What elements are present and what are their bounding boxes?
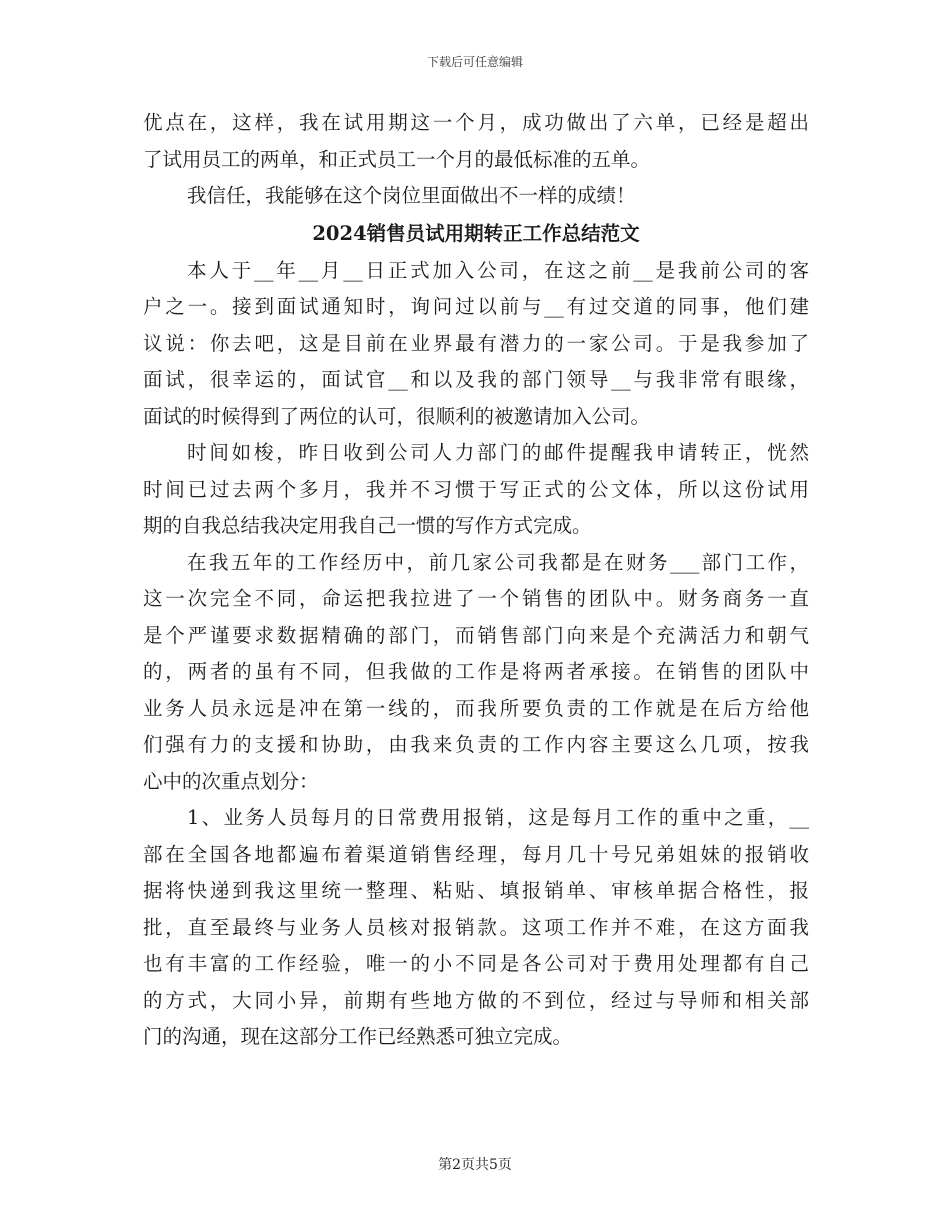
document-body (143, 105, 809, 1056)
closing-line: 我信任，我能够在这个岗位里面做出不一样的成绩！ (187, 184, 636, 207)
text-line: 面试的时候得到了两位的认可，很顺利的被邀请加入公司。 (143, 404, 651, 428)
text-line: 心中的次重点划分： (143, 769, 319, 793)
text-line: 也有丰富的工作经验，唯一的小不同是各公司对于费用处理都有自己 (143, 952, 809, 975)
text-line: 这一次完全不同，命运把我拉进了一个销售的团队中。财务商务一直 (143, 587, 809, 610)
paragraph (143, 435, 809, 545)
text-line: 本人于__年__月__日正式加入公司，在这之前__是我前公司的客 (187, 258, 809, 282)
text-line: 的方式，大同小异，前期有些地方做的不到位，经过与导师和相关部 (143, 988, 809, 1012)
intro-section (143, 105, 809, 215)
text-line: 批，直至最终与业务人员核对报销款。这项工作并不难，在这方面我 (143, 915, 809, 939)
text-line: 时间已过去两个多月，我并不习惯于写正式的公文体，所以这份试用 (143, 477, 809, 501)
text-line: 的，两者的虽有不同，但我做的工作是将两者承接。在销售的团队中 (143, 660, 809, 683)
text-line: 议说：你去吧，这是目前在业界最有潜力的一家公司。于是我参加了 (143, 331, 809, 355)
text-line: 优点在，这样，我在试用期这一个月，成功做出了六单，已经是超出 (143, 111, 809, 134)
paragraph (143, 253, 809, 436)
text-line: 期的自我总结我决定用我自己一惯的写作方式完成。 (143, 514, 592, 537)
text-line: 是个严谨要求数据精确的部门，而销售部门向来是个充满活力和朝气 (143, 623, 809, 647)
article-title: 2024销售员试用期转正工作总结范文 (312, 221, 640, 245)
text-line: 部在全国各地都遍布着渠道销售经理，每月几十号兄弟姐妹的报销收 (143, 842, 809, 866)
text-line: 据将快递到我这里统一整理、粘贴、填报销单、审核单据合格性，报 (143, 879, 809, 902)
text-line: 面试，很幸运的，面试官__和以及我的部门领导__与我非常有眼缘， (143, 368, 809, 391)
text-line: 业务人员永远是冲在第一线的，而我所要负责的工作就是在后方给他 (143, 696, 809, 720)
paragraph (143, 800, 809, 1056)
paragraph (143, 545, 809, 801)
text-line: 1、业务人员每月的日常费用报销，这是每月工作的重中之重，__ (187, 806, 809, 829)
page-header-note: 下载后可任意编辑 (426, 55, 523, 69)
text-line: 时间如梭，昨日收到公司人力部门的邮件提醒我申请转正，恍然 (187, 441, 809, 464)
text-line: 门的沟通，现在这部分工作已经熟悉可独立完成。 (143, 1025, 573, 1048)
text-line: 在我五年的工作经历中，前几家公司我都是在财务___部门工作， (187, 550, 809, 574)
text-line: 户之一。接到面试通知时，询问过以前与__有过交道的同事，他们建 (143, 295, 809, 318)
page-number: 第2页共5页 (438, 1157, 512, 1173)
text-line: 们强有力的支援和协助，由我来负责的工作内容主要这么几项，按我 (143, 733, 809, 756)
text-line: 了试用员工的两单，和正式员工一个月的最低标准的五单。 (143, 147, 651, 171)
